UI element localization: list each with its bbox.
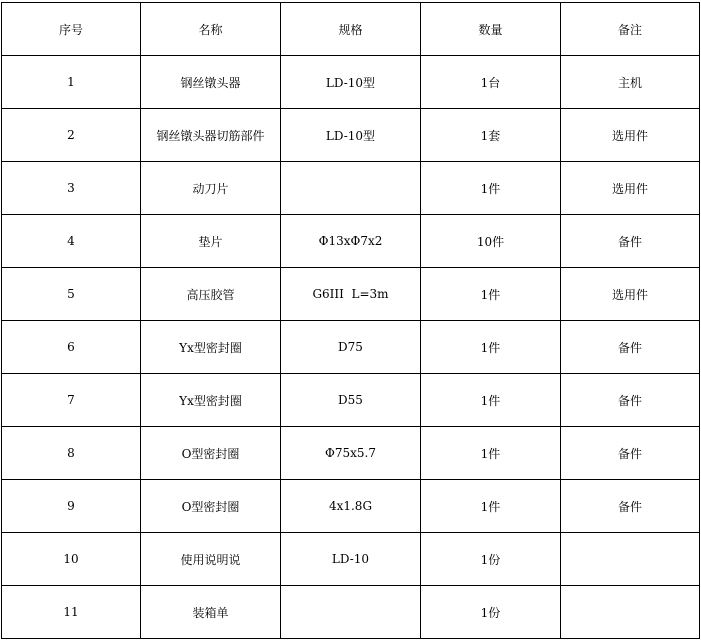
cell-specification: D55 — [281, 374, 421, 427]
table-row — [2, 374, 700, 427]
cell-quantity: 1件 — [421, 268, 561, 321]
table-row — [2, 480, 700, 533]
cell-specification: 4x1.8G — [281, 480, 421, 533]
header-name: 名称 — [141, 3, 281, 56]
cell-name: O型密封圈 — [141, 480, 281, 533]
cell-quantity: 1份 — [421, 586, 561, 639]
cell-name: O型密封圈 — [141, 427, 281, 480]
cell-quantity: 1件 — [421, 374, 561, 427]
cell-specification: LD-10 — [281, 533, 421, 586]
cell-name: 装箱单 — [141, 586, 281, 639]
cell-remarks: 备件 — [561, 480, 700, 533]
cell-quantity: 1件 — [421, 480, 561, 533]
table-header-row — [2, 3, 700, 56]
cell-name: 钢丝镦头器 — [141, 56, 281, 109]
cell-remarks: 选用件 — [561, 268, 700, 321]
cell-serial-number: 7 — [2, 374, 141, 427]
table-row — [2, 268, 700, 321]
table-row — [2, 427, 700, 480]
cell-name: 动刀片 — [141, 162, 281, 215]
cell-name: Yx型密封圈 — [141, 374, 281, 427]
cell-serial-number: 10 — [2, 533, 141, 586]
cell-remarks: 主机 — [561, 56, 700, 109]
cell-specification — [281, 162, 421, 215]
cell-serial-number: 3 — [2, 162, 141, 215]
cell-specification: Φ75x5.7 — [281, 427, 421, 480]
table-row — [2, 321, 700, 374]
cell-specification: LD-10型 — [281, 109, 421, 162]
cell-remarks: 选用件 — [561, 162, 700, 215]
cell-quantity: 1份 — [421, 533, 561, 586]
table-row — [2, 109, 700, 162]
header-quantity: 数量 — [421, 3, 561, 56]
cell-serial-number: 9 — [2, 480, 141, 533]
cell-quantity: 1件 — [421, 427, 561, 480]
table-row — [2, 56, 700, 109]
cell-remarks: 备件 — [561, 321, 700, 374]
cell-name: 垫片 — [141, 215, 281, 268]
cell-remarks: 备件 — [561, 215, 700, 268]
cell-serial-number: 6 — [2, 321, 141, 374]
cell-specification — [281, 586, 421, 639]
cell-quantity: 10件 — [421, 215, 561, 268]
table-row — [2, 162, 700, 215]
cell-specification: LD-10型 — [281, 56, 421, 109]
table-row — [2, 533, 700, 586]
cell-remarks — [561, 533, 700, 586]
table-row — [2, 215, 700, 268]
cell-serial-number: 5 — [2, 268, 141, 321]
cell-serial-number: 1 — [2, 56, 141, 109]
cell-name: 使用说明说 — [141, 533, 281, 586]
cell-serial-number: 2 — [2, 109, 141, 162]
cell-quantity: 1件 — [421, 162, 561, 215]
header-specification: 规格 — [281, 3, 421, 56]
cell-quantity: 1件 — [421, 321, 561, 374]
header-remarks: 备注 — [561, 3, 700, 56]
cell-name: Yx型密封圈 — [141, 321, 281, 374]
cell-specification: D75 — [281, 321, 421, 374]
cell-quantity: 1套 — [421, 109, 561, 162]
cell-specification: Φ13xΦ7x2 — [281, 215, 421, 268]
cell-serial-number: 8 — [2, 427, 141, 480]
cell-name: 高压胶管 — [141, 268, 281, 321]
cell-serial-number: 4 — [2, 215, 141, 268]
cell-specification: G6III L=3m — [281, 268, 421, 321]
cell-quantity: 1台 — [421, 56, 561, 109]
cell-name: 钢丝镦头器切筋部件 — [141, 109, 281, 162]
table-row — [2, 586, 700, 639]
cell-remarks: 备件 — [561, 374, 700, 427]
cell-serial-number: 11 — [2, 586, 141, 639]
packing-list-table — [1, 2, 700, 639]
cell-remarks — [561, 586, 700, 639]
cell-remarks: 选用件 — [561, 109, 700, 162]
header-serial-number: 序号 — [2, 3, 141, 56]
cell-remarks: 备件 — [561, 427, 700, 480]
